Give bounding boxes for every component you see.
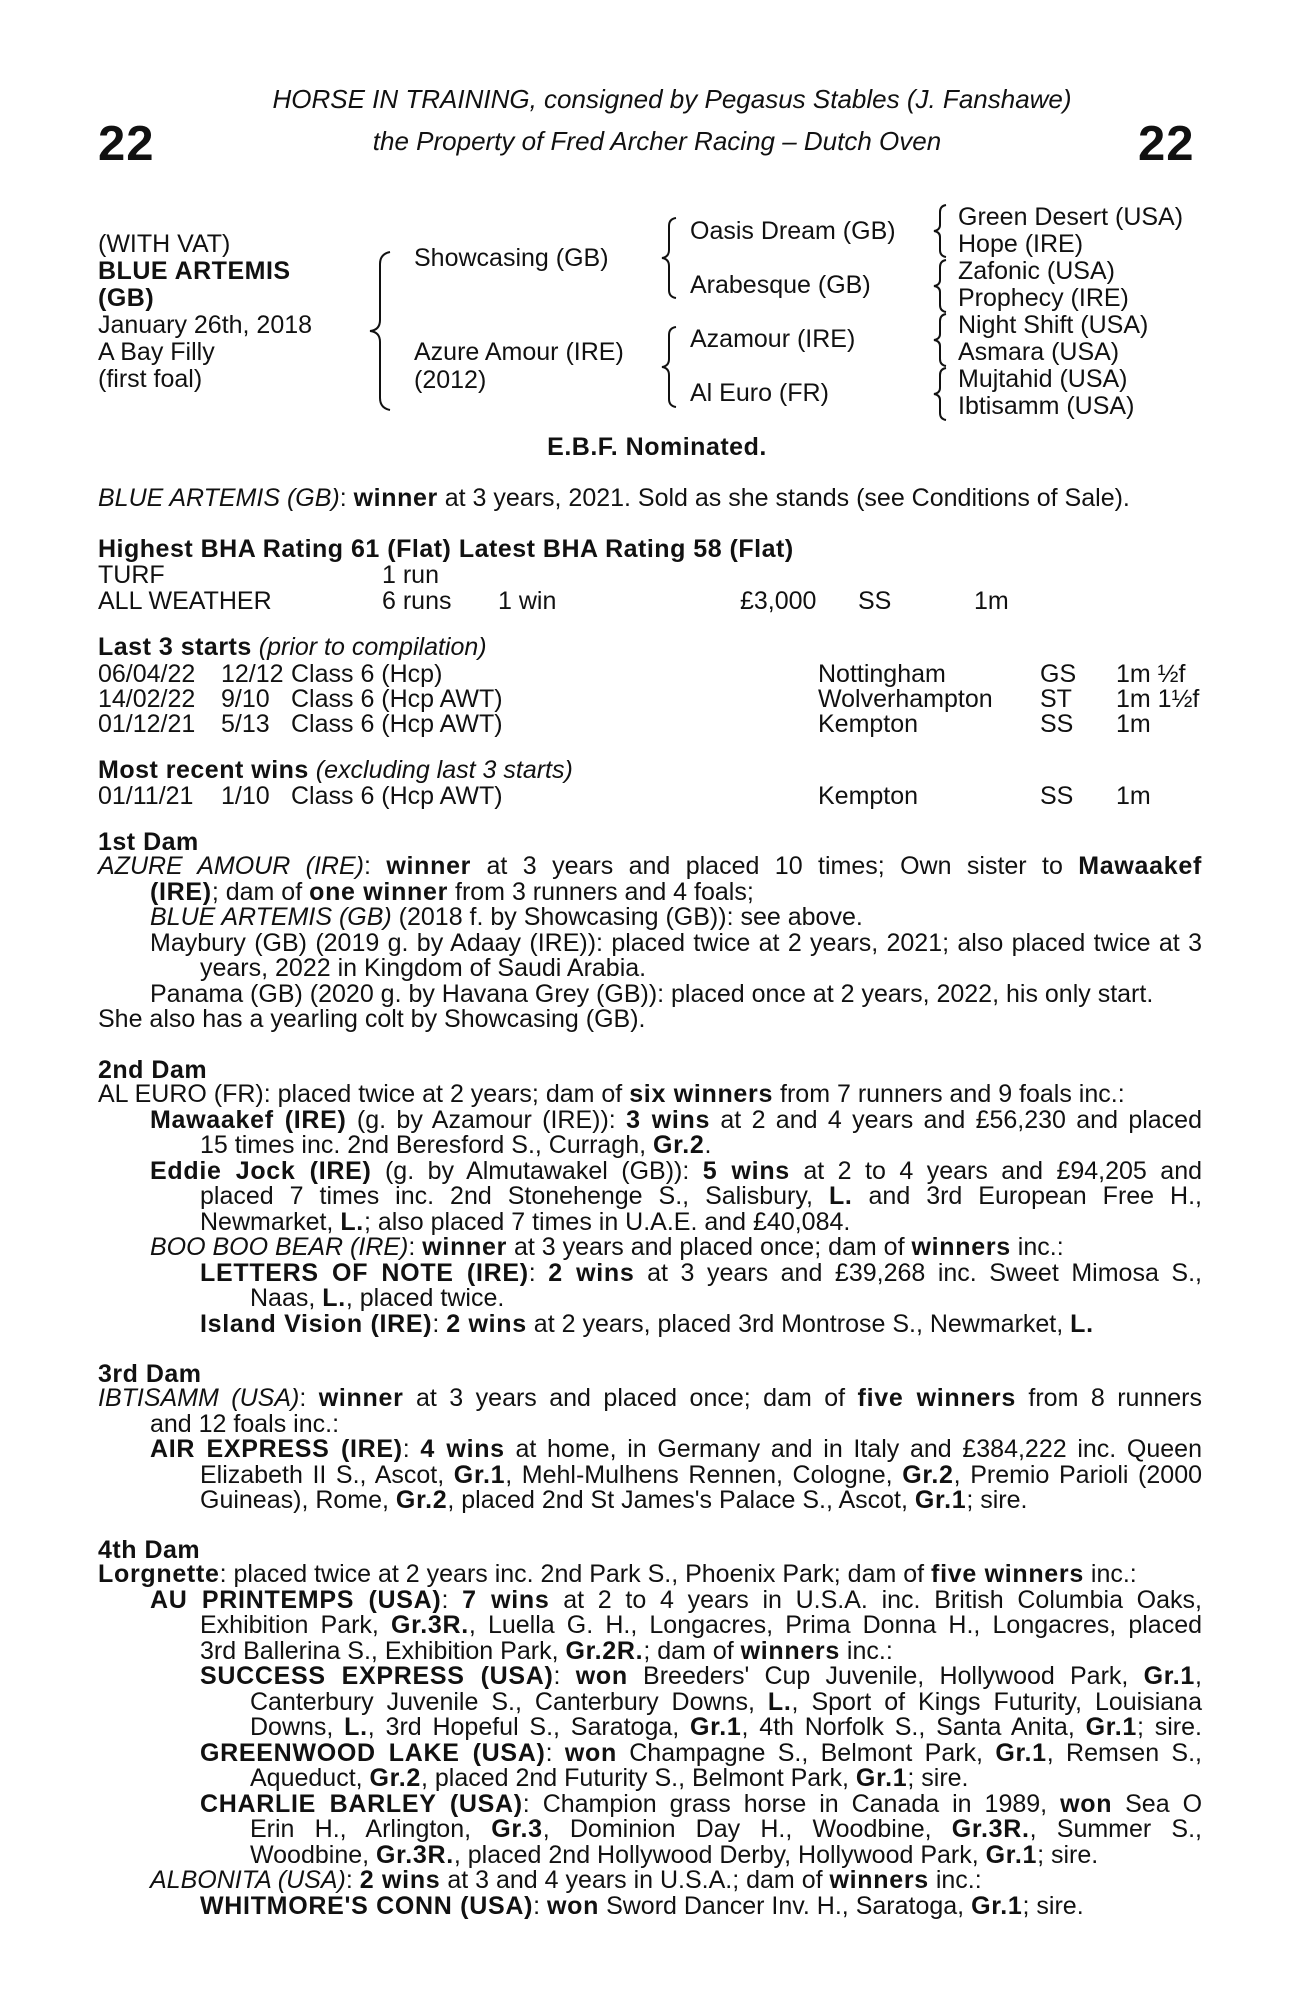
text-bold: winner bbox=[386, 852, 472, 880]
last3-going: ST bbox=[1040, 685, 1072, 713]
text: Erin H., Arlington, bbox=[250, 1815, 492, 1843]
pedigree-brace-g3-4 bbox=[930, 366, 950, 422]
text-bold: Mawaakef (IRE) bbox=[150, 1105, 347, 1134]
text: and 12 foals inc.: bbox=[150, 1409, 340, 1438]
vat-note: (WITH VAT) bbox=[98, 230, 231, 258]
dam2-line bbox=[98, 1133, 1202, 1159]
text-bold: Gr.3 bbox=[491, 1815, 543, 1843]
summary-colon: : bbox=[339, 484, 354, 512]
last3-course: Wolverhampton bbox=[818, 685, 993, 713]
text: ; sire. bbox=[1037, 1840, 1099, 1869]
text-bold: five winners bbox=[931, 1560, 1084, 1588]
text: (2018 f. by Showcasing (GB)): see above. bbox=[391, 903, 863, 931]
text-bold: Gr.2R. bbox=[565, 1636, 644, 1665]
dam3-heading: 3rd Dam bbox=[98, 1360, 202, 1388]
last3-going: GS bbox=[1040, 660, 1077, 688]
horse-name: BLUE ARTEMIS bbox=[98, 257, 291, 285]
text: at 2 to 4 years in U.S.A. inc. British Columbia Oaks, bbox=[549, 1585, 1202, 1614]
text: Woodbine, bbox=[250, 1840, 377, 1869]
text: from 7 runners and 9 foals inc.: bbox=[773, 1080, 1125, 1108]
last3-position: 5/13 bbox=[221, 710, 270, 738]
ebf-nominated: E.B.F. Nominated. bbox=[547, 433, 767, 461]
text: : bbox=[533, 1891, 548, 1920]
text: 3rd Ballerina S., Exhibition Park, bbox=[200, 1636, 566, 1665]
last3-course: Kempton bbox=[818, 710, 919, 738]
text: , Premio Parioli (2000 bbox=[953, 1460, 1202, 1489]
text: 15 times inc. 2nd Beresford S., Curragh, bbox=[200, 1131, 653, 1159]
dam-dam: Al Euro (FR) bbox=[690, 379, 829, 407]
text: and 3rd European Free H., bbox=[852, 1182, 1202, 1210]
text: (g. by Azamour (IRE)): bbox=[346, 1105, 627, 1134]
text-bold: Lorgnette bbox=[98, 1560, 220, 1588]
dam1-line bbox=[98, 905, 1202, 931]
text-bold: Gr.1 bbox=[971, 1891, 1023, 1920]
dam1-heading: 1st Dam bbox=[98, 828, 199, 856]
text: Aqueduct, bbox=[250, 1764, 370, 1792]
text: at 2 and 4 years and £56,230 and placed bbox=[710, 1105, 1202, 1134]
text-bold: Gr.3R. bbox=[951, 1815, 1030, 1843]
last3-position: 12/12 bbox=[221, 660, 284, 688]
pedigree-brace-dam bbox=[658, 325, 680, 409]
text: ; sire. bbox=[1137, 1713, 1202, 1741]
text-bold: Gr.2 bbox=[395, 1486, 448, 1514]
summary-winner: winner bbox=[353, 484, 438, 512]
text-bold: L. bbox=[340, 1207, 364, 1236]
dam2-line bbox=[98, 1286, 1202, 1312]
text: Champagne S., Belmont Park, bbox=[616, 1738, 996, 1767]
dam2-line bbox=[98, 1184, 1202, 1210]
last3-class: Class 6 (Hcp) bbox=[291, 660, 443, 688]
recent-going: SS bbox=[1040, 782, 1074, 810]
aw-prize: £3,000 bbox=[740, 587, 817, 615]
last3-distance: 1m 1½f bbox=[1116, 685, 1200, 713]
dam: Azure Amour (IRE) bbox=[414, 338, 624, 366]
ratings-heading: Highest BHA Rating 61 (Flat) Latest BHA Rating 58 (Flat) bbox=[98, 535, 794, 563]
text-bold: winners bbox=[829, 1866, 929, 1894]
dam-sire: Azamour (IRE) bbox=[690, 325, 856, 353]
sire-dam: Arabesque (GB) bbox=[690, 271, 871, 299]
last3-date: 01/12/21 bbox=[98, 710, 196, 738]
last3-distance: 1m ½f bbox=[1116, 660, 1186, 688]
text: : bbox=[408, 1233, 423, 1261]
dam3-line bbox=[98, 1437, 1202, 1463]
text: , Sport of Kings Futurity, Louisiana bbox=[791, 1687, 1202, 1716]
dam4-section bbox=[98, 1562, 1202, 1919]
text: She also has a yearling colt by Showcasing (GB). bbox=[98, 1005, 646, 1033]
text: inc.: bbox=[839, 1636, 893, 1665]
text: ; sire. bbox=[966, 1486, 1028, 1514]
text-bold: winners bbox=[911, 1233, 1011, 1261]
text-bold: 5 wins bbox=[702, 1156, 790, 1185]
recent-distance: 1m bbox=[1116, 782, 1151, 810]
last3-note: (prior to compilation) bbox=[258, 633, 487, 661]
text: , Remsen S., bbox=[1046, 1738, 1202, 1767]
text-bold: Gr.3R. bbox=[376, 1840, 454, 1869]
aw-distance: 1m bbox=[974, 587, 1009, 615]
text-bold: 3 wins bbox=[626, 1105, 711, 1134]
last3-date: 14/02/22 bbox=[98, 685, 196, 713]
recent-date: 01/11/21 bbox=[98, 782, 194, 810]
text: from 3 runners and 4 foals; bbox=[448, 877, 754, 906]
text: , 4th Norfolk S., Santa Anita, bbox=[741, 1713, 1086, 1741]
text-italic: IBTISAMM (USA) bbox=[98, 1384, 300, 1412]
dam3-line bbox=[98, 1488, 1202, 1514]
text-bold: L. bbox=[1070, 1309, 1094, 1338]
recent-heading bbox=[98, 756, 573, 785]
text: at 2 years, placed 3rd Montrose S., Newmarket, bbox=[526, 1309, 1071, 1338]
text: Newmarket, bbox=[200, 1207, 341, 1236]
dam4-line bbox=[98, 1585, 1202, 1614]
last3-distance: 1m bbox=[1116, 710, 1151, 738]
text: placed 7 times inc. 2nd Stonehenge S., Salisbury, bbox=[200, 1182, 829, 1210]
dam4-line bbox=[98, 1715, 1202, 1741]
last3-going: SS bbox=[1040, 710, 1074, 738]
text: inc.: bbox=[1010, 1233, 1064, 1261]
dam2-line bbox=[98, 1235, 1202, 1261]
text-bold: GREENWOOD LAKE (USA) bbox=[200, 1738, 546, 1767]
g3-ancestor: Prophecy (IRE) bbox=[958, 284, 1129, 312]
text: Maybury (GB) (2019 g. by Adaay (IRE)): placed twice at 2 years, 2021; also placed twice at 3 bbox=[150, 928, 1202, 957]
dam2-line bbox=[98, 1082, 1202, 1108]
text-bold: won bbox=[1060, 1789, 1113, 1818]
text-bold: 2 wins bbox=[359, 1866, 441, 1894]
recent-position: 1/10 bbox=[221, 782, 270, 810]
text-bold: Island Vision (IRE) bbox=[200, 1309, 433, 1338]
text: , Summer S., bbox=[1029, 1815, 1203, 1843]
dam4-line bbox=[98, 1840, 1202, 1869]
property-line: the Property of Fred Archer Racing – Dutch Oven bbox=[372, 126, 942, 156]
dam3-section bbox=[98, 1386, 1202, 1514]
text-bold: Gr.2 bbox=[653, 1131, 705, 1159]
recent-class: Class 6 (Hcp AWT) bbox=[291, 782, 503, 810]
text-bold: L. bbox=[828, 1182, 853, 1210]
dam4-line bbox=[98, 1636, 1202, 1665]
text-bold: Gr.1 bbox=[995, 1738, 1047, 1767]
aw-label: ALL WEATHER bbox=[98, 587, 272, 615]
text: , placed 2nd St James's Palace S., Ascot, bbox=[447, 1486, 915, 1514]
dam1-line bbox=[98, 956, 1202, 982]
text-bold: (IRE) bbox=[150, 877, 212, 906]
text-bold: Gr.1 bbox=[1085, 1713, 1138, 1741]
text: inc.: bbox=[928, 1866, 982, 1894]
text: , Mehl-Mulhens Rennen, Cologne, bbox=[505, 1460, 903, 1489]
text: ; sire. bbox=[1022, 1891, 1084, 1920]
text: . bbox=[704, 1131, 712, 1159]
horse-origin: (GB) bbox=[98, 284, 155, 312]
dam4-line bbox=[98, 1664, 1202, 1690]
g3-ancestor: Green Desert (USA) bbox=[958, 203, 1184, 231]
last3-class: Class 6 (Hcp AWT) bbox=[291, 685, 503, 713]
recent-course: Kempton bbox=[818, 782, 919, 810]
text-bold: 2 wins bbox=[446, 1309, 527, 1338]
g3-ancestor: Hope (IRE) bbox=[958, 230, 1084, 258]
summary-line bbox=[98, 484, 1130, 513]
lot-number-left: 22 bbox=[98, 117, 155, 171]
dam1-section bbox=[98, 854, 1202, 1033]
text: : Champion grass horse in Canada in 1989, bbox=[522, 1789, 1061, 1818]
last3-course: Nottingham bbox=[818, 660, 946, 688]
text-bold: one winner bbox=[309, 877, 449, 906]
horse-details bbox=[98, 231, 312, 393]
text-bold: AIR EXPRESS (IRE) bbox=[150, 1435, 403, 1463]
dam1-line bbox=[98, 928, 1202, 957]
text: Panama (GB) (2020 g. by Havana Grey (GB)): placed once at 2 years, 2022, his only start. bbox=[150, 979, 1154, 1008]
text: at 3 years and placed 10 times; Own sister to bbox=[471, 852, 1079, 880]
text: at 2 to 4 years and £94,205 and bbox=[789, 1156, 1203, 1185]
last3-class: Class 6 (Hcp AWT) bbox=[291, 710, 503, 738]
dam2-line bbox=[98, 1207, 1202, 1236]
text: ; sire. bbox=[907, 1764, 969, 1792]
pedigree-brace-g3-1 bbox=[930, 203, 950, 259]
dam3-line bbox=[98, 1409, 1202, 1438]
dam1-name: AZURE AMOUR (IRE) bbox=[98, 852, 364, 880]
aw-runs: 6 runs bbox=[382, 587, 452, 615]
last3-title: Last 3 starts bbox=[98, 633, 252, 661]
last3-date: 06/04/22 bbox=[98, 660, 196, 688]
aw-going: SS bbox=[858, 587, 892, 615]
dam4-line bbox=[98, 1817, 1202, 1843]
text: inc.: bbox=[1083, 1560, 1137, 1588]
pedigree-brace-g3-3 bbox=[930, 312, 950, 368]
dam4-line bbox=[98, 1789, 1203, 1818]
pedigree-brace-sire bbox=[658, 216, 680, 300]
text-bold: SUCCESS EXPRESS (USA) bbox=[200, 1662, 554, 1690]
text: : placed twice at 2 years inc. 2nd Park S., Phoenix Park; dam of bbox=[219, 1560, 932, 1588]
text-bold: L. bbox=[344, 1713, 368, 1741]
text: , placed twice. bbox=[345, 1284, 505, 1312]
text-bold: winner bbox=[422, 1233, 508, 1261]
dam2-line bbox=[98, 1309, 1202, 1338]
text: Exhibition Park, bbox=[200, 1611, 392, 1639]
dam4-line bbox=[98, 1891, 1202, 1920]
dam1-line bbox=[98, 1007, 1202, 1033]
text: , placed 2nd Futurity S., Belmont Park, bbox=[420, 1764, 856, 1792]
dam1-line bbox=[98, 979, 1202, 1008]
g3-ancestor: Asmara (USA) bbox=[958, 338, 1120, 366]
dam2-line bbox=[98, 1258, 1202, 1287]
text-bold: Gr.2 bbox=[369, 1764, 421, 1792]
last3-position: 9/10 bbox=[221, 685, 270, 713]
g3-ancestor: Ibtisamm (USA) bbox=[958, 392, 1135, 420]
turf-runs: 1 run bbox=[382, 561, 439, 589]
dam3-line bbox=[98, 1386, 1202, 1412]
text: : bbox=[441, 1585, 463, 1614]
text-italic: ALBONITA (USA) bbox=[150, 1866, 346, 1894]
pedigree-brace-main bbox=[366, 250, 396, 412]
dam1-line bbox=[98, 877, 1202, 906]
dam4-line bbox=[98, 1687, 1202, 1716]
pedigree-brace-g3-2 bbox=[930, 258, 950, 314]
summary-horse-name: BLUE ARTEMIS (GB) bbox=[98, 484, 340, 512]
text: , placed 2nd Hollywood Derby, Hollywood Park, bbox=[453, 1840, 986, 1869]
sire-sire: Oasis Dream (GB) bbox=[690, 217, 896, 245]
text: ; dam of bbox=[643, 1636, 741, 1665]
text: : bbox=[345, 1866, 360, 1894]
aw-wins: 1 win bbox=[498, 587, 557, 615]
text-bold: won bbox=[575, 1662, 628, 1690]
dam2-heading: 2nd Dam bbox=[98, 1056, 208, 1084]
text: ; dam of bbox=[211, 877, 310, 906]
dam1-line bbox=[98, 854, 1202, 880]
dam2-line bbox=[98, 1156, 1203, 1185]
text: , 3rd Hopeful S., Saratoga, bbox=[367, 1713, 690, 1741]
text-bold: Gr.1 bbox=[690, 1713, 742, 1741]
text: Sword Dancer Inv. H., Saratoga, bbox=[599, 1891, 972, 1920]
dam2-line bbox=[98, 1105, 1202, 1134]
text-bold: Gr.1 bbox=[855, 1764, 908, 1792]
text-italic: BOO BOO BEAR (IRE) bbox=[150, 1233, 409, 1261]
text-bold: won bbox=[564, 1738, 617, 1767]
text: at 3 and 4 years in U.S.A.; dam of bbox=[440, 1866, 830, 1894]
summary-rest: at 3 years, 2021. Sold as she stands (see Conditions of Sale). bbox=[437, 484, 1130, 512]
text: Downs, bbox=[250, 1713, 345, 1741]
lot-number-right: 22 bbox=[1138, 117, 1195, 171]
text-bold: five winners bbox=[857, 1384, 1016, 1412]
text-bold: Gr.3R. bbox=[391, 1611, 469, 1639]
text-bold: winners bbox=[740, 1636, 840, 1665]
text: at home, in Germany and in Italy and £384,222 inc. Queen bbox=[504, 1435, 1202, 1463]
text: : bbox=[528, 1258, 549, 1287]
recent-title: Most recent wins bbox=[98, 756, 309, 784]
text-bold: 2 wins bbox=[548, 1258, 635, 1287]
text: : bbox=[363, 852, 387, 880]
text-bold: LETTERS OF NOTE (IRE) bbox=[200, 1258, 529, 1287]
text: ; also placed 7 times in U.A.E. and £40,084. bbox=[363, 1207, 851, 1236]
g3-ancestor: Mujtahid (USA) bbox=[958, 365, 1128, 393]
dam4-line bbox=[98, 1868, 1202, 1894]
dam-year: (2012) bbox=[414, 366, 487, 394]
text: Naas, bbox=[250, 1284, 323, 1312]
text: Guineas), Rome, bbox=[200, 1486, 396, 1514]
horse-description: A Bay Filly bbox=[98, 338, 215, 366]
recent-note: (excluding last 3 starts) bbox=[315, 756, 573, 784]
text-bold: Gr.1 bbox=[1143, 1662, 1196, 1690]
g3-ancestor: Night Shift (USA) bbox=[958, 311, 1149, 339]
text-bold: won bbox=[547, 1891, 600, 1920]
text-bold: Mawaakef bbox=[1078, 852, 1202, 880]
text-bold: Gr.1 bbox=[914, 1486, 967, 1514]
text-bold: L. bbox=[767, 1687, 792, 1716]
text-bold: WHITMORE'S CONN (USA) bbox=[200, 1891, 534, 1920]
text-bold: AU PRINTEMPS (USA) bbox=[150, 1585, 442, 1614]
text-italic: BLUE ARTEMIS (GB) bbox=[150, 903, 392, 931]
last3-heading bbox=[98, 633, 487, 662]
foaling-date: January 26th, 2018 bbox=[98, 311, 313, 339]
text: , Luella G. H., Longacres, Prima Donna H., Longacres, placed bbox=[468, 1611, 1202, 1639]
sire: Showcasing (GB) bbox=[414, 244, 609, 272]
text-bold: six winners bbox=[629, 1080, 774, 1108]
text: : bbox=[432, 1309, 447, 1338]
text-bold: 4 wins bbox=[420, 1435, 505, 1463]
text: from 8 runners bbox=[1015, 1384, 1202, 1412]
dam4-line bbox=[98, 1613, 1202, 1639]
dam4-line bbox=[98, 1738, 1202, 1767]
text-bold: Eddie Jock (IRE) bbox=[150, 1156, 372, 1185]
text: at 3 years and placed once; dam of bbox=[403, 1384, 858, 1412]
text: : bbox=[402, 1435, 421, 1463]
text-bold: 7 wins bbox=[462, 1585, 550, 1614]
text: at 3 years and placed once; dam of bbox=[507, 1233, 912, 1261]
turf-label: TURF bbox=[98, 561, 165, 589]
text: : bbox=[545, 1738, 565, 1767]
text-bold: L. bbox=[322, 1284, 346, 1312]
text: at 3 years and £39,268 inc. Sweet Mimosa S., bbox=[634, 1258, 1202, 1287]
dam3-line bbox=[98, 1460, 1202, 1489]
text: Breeders' Cup Juvenile, Hollywood Park, bbox=[627, 1662, 1144, 1690]
text: Canterbury Juvenile S., Canterbury Downs, bbox=[250, 1687, 768, 1716]
text-bold: Gr.2 bbox=[902, 1460, 954, 1489]
text-bold: Gr.1 bbox=[985, 1840, 1038, 1869]
text: (g. by Almutawakel (GB)): bbox=[371, 1156, 703, 1185]
dam4-line bbox=[98, 1766, 1202, 1792]
text: : bbox=[299, 1384, 319, 1412]
text-bold: Gr.1 bbox=[453, 1460, 506, 1489]
consignor-line: HORSE IN TRAINING, consigned by Pegasus Stables (J. Fanshawe) bbox=[272, 84, 1072, 114]
text: AL EURO (FR): placed twice at 2 years; dam of bbox=[98, 1080, 630, 1108]
dam2-section bbox=[98, 1082, 1202, 1337]
foal-note: (first foal) bbox=[98, 365, 203, 393]
dam4-line bbox=[98, 1562, 1202, 1588]
text: Elizabeth II S., Ascot, bbox=[200, 1460, 454, 1489]
text: years, 2022 in Kingdom of Saudi Arabia. bbox=[200, 954, 647, 982]
text: : bbox=[553, 1662, 576, 1690]
g3-ancestor: Zafonic (USA) bbox=[958, 257, 1115, 285]
text-bold: CHARLIE BARLEY (USA) bbox=[200, 1789, 523, 1818]
text: , bbox=[1195, 1662, 1202, 1690]
text-bold: winner bbox=[318, 1384, 404, 1412]
text: Sea O bbox=[1112, 1789, 1203, 1818]
dam4-heading: 4th Dam bbox=[98, 1536, 201, 1564]
text: , Dominion Day H., Woodbine, bbox=[542, 1815, 952, 1843]
